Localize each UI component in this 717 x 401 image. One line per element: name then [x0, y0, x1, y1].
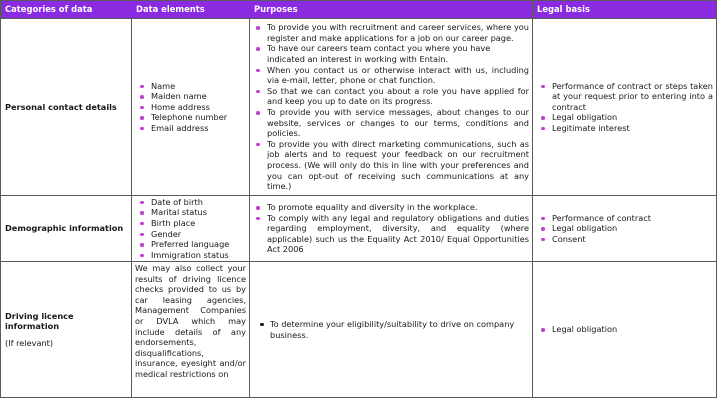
purposes-list — [251, 202, 529, 255]
table-row — [1, 196, 717, 262]
purposes-cell — [250, 262, 533, 398]
list-item: Legal obligation — [536, 324, 713, 335]
table-row — [1, 19, 717, 196]
list-item: Performance of contract or steps taken at your request prior to entering into a contract — [536, 81, 713, 113]
data-elements-text: We may also collect your results of driving licence checks provided to us by car leasing agencies, Management Companies or DVLA which may include details of any endorsements, disqualifications, insurance, eyesight and/or medical restrictions on — [135, 263, 246, 379]
purposes-cell — [250, 196, 533, 262]
list-item: To promote equality and diversity in the workplace. — [251, 202, 529, 213]
category-cell: Personal contact details — [1, 19, 132, 196]
list-item: Immigration status — [135, 250, 246, 261]
category-note: (If relevant) — [5, 337, 54, 348]
list-item: Legitimate interest — [536, 123, 713, 134]
list-item: Date of birth — [135, 197, 246, 208]
legal-basis-list — [536, 213, 713, 245]
header-data-elements: Data elements — [132, 1, 250, 19]
list-item: Email address — [135, 123, 246, 134]
list-item: Maiden name — [135, 91, 246, 102]
list-item: Preferred language — [135, 239, 246, 250]
list-item: Home address — [135, 102, 246, 113]
data-elements-cell — [132, 196, 250, 262]
list-item: To have our careers team contact you where you have indicated an interest in working with Entain. — [251, 43, 529, 64]
legal-basis-cell — [533, 196, 717, 262]
list-item: To comply with any legal and regulatory obligations and duties regarding employment, diversity, and equality (where applicable) such us the Equality Act 2010/ Equal Opportunities Act 2006 — [251, 213, 529, 255]
legal-basis-cell — [533, 262, 717, 398]
list-item: Telephone number — [135, 112, 246, 123]
legal-basis-list — [536, 324, 713, 335]
legal-basis-list — [536, 81, 713, 134]
header-purposes: Purposes — [250, 1, 533, 19]
list-item: To provide you with direct marketing communications, such as job alerts and to request your feedback on our recruitment process. (We will only do this in line with your preferences and you can opt-out of receiving such communications at any time.) — [251, 139, 529, 192]
list-item: Birth place — [135, 218, 246, 229]
header-categories: Categories of data — [1, 1, 132, 19]
list-item: When you contact us or otherwise interact with us, including via e-mail, letter, phone or chat function. — [251, 65, 529, 86]
purposes-list — [251, 22, 529, 192]
list-item: Consent — [536, 234, 713, 245]
legal-basis-cell — [533, 19, 717, 196]
list-item: Gender — [135, 229, 246, 240]
list-item: Legal obligation — [536, 112, 713, 123]
header-legal-basis: Legal basis — [533, 1, 717, 19]
category-cell: Demographic information — [1, 196, 132, 262]
data-elements-list — [135, 81, 246, 134]
list-item: To provide you with recruitment and career services, where you register and make applications for a job on our career page. — [251, 22, 529, 43]
purposes-cell — [250, 19, 533, 196]
list-item: Name — [135, 81, 246, 92]
category-label: Driving licence information — [5, 310, 74, 332]
data-elements-list — [135, 197, 246, 261]
list-item: To determine your eligibility/suitability to drive on company business. — [253, 319, 529, 340]
data-elements-cell — [132, 19, 250, 196]
table-header-row — [1, 1, 717, 19]
list-item: Performance of contract — [536, 213, 713, 224]
list-item: So that we can contact you about a role you have applied for and keep you up to date on its progress. — [251, 86, 529, 107]
list-item: Legal obligation — [536, 223, 713, 234]
table-row — [1, 262, 717, 398]
list-item: Marital status — [135, 207, 246, 218]
list-item: To provide you with service messages, about changes to our website, services or changes to our terms, conditions and policies. — [251, 107, 529, 139]
purposes-list — [253, 319, 529, 340]
data-elements-cell — [132, 262, 250, 398]
category-cell — [1, 262, 132, 398]
